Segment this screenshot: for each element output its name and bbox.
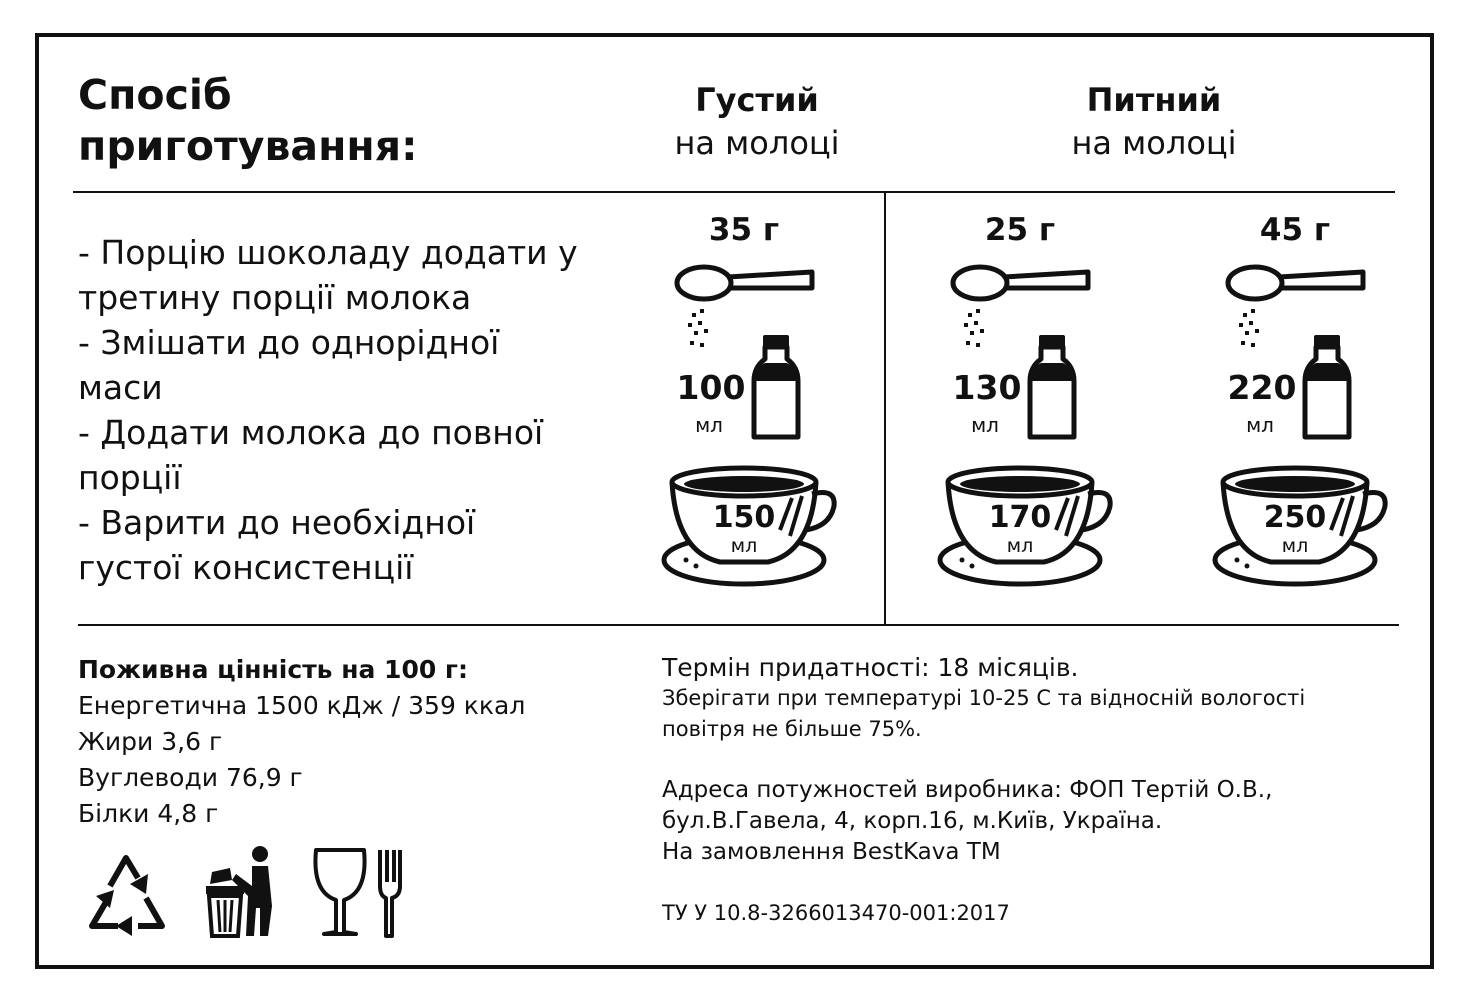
nutrition-fat: Жири 3,6 г [78, 727, 223, 756]
trash-bin-icon [202, 846, 278, 938]
column-header-drinking [1004, 80, 1304, 166]
column-header-thick-bold: Густий [695, 81, 819, 119]
grams-label: 35 г [708, 212, 780, 248]
step-line: третину порції молока [78, 278, 472, 317]
column-header-thick-normal: на молоці [674, 124, 840, 162]
nutrition-carbs: Вуглеводи 76,9 г [78, 763, 303, 792]
product-info [662, 652, 1407, 929]
step-line: - Змішати до однорідної [78, 323, 500, 362]
step-line: маси [78, 368, 163, 407]
step-line: - Варити до необхідної [78, 503, 476, 542]
milk-amount: 220 [1227, 368, 1297, 407]
cup-unit: мл [1006, 535, 1034, 557]
title-line-2: приготування: [78, 122, 418, 170]
milk-bottle-icon [1026, 333, 1078, 443]
nutrition-title: Поживна цінність на 100 г: [78, 655, 468, 684]
grams-label: 25 г [984, 212, 1056, 248]
milk-bottle-icon [1301, 333, 1353, 443]
cup-amount: 150 [712, 500, 776, 535]
recycle-icon [80, 846, 176, 938]
milk-bottle-icon [750, 333, 802, 443]
page-title [78, 70, 417, 172]
milk-unit: мл [971, 413, 999, 437]
nutrition-protein: Білки 4,8 г [78, 799, 219, 828]
nutrition-facts [78, 652, 525, 832]
step-line: - Порцію шоколаду додати у [78, 233, 578, 272]
milk-amount: 130 [952, 368, 1022, 407]
cup-unit: мл [1281, 535, 1309, 557]
cup-amount: 170 [988, 500, 1052, 535]
column-divider [884, 192, 886, 624]
address-line-2: бул.В.Гавела, 4, корп.16, м.Київ, Україна. [662, 808, 1163, 834]
title-line-1: Спосіб [78, 71, 232, 119]
standard-code: ТУ У 10.8-3266013470-001:2017 [662, 901, 1010, 925]
step-line: порції [78, 458, 182, 497]
step-line: густої консистенції [78, 548, 414, 587]
grams-label: 45 г [1259, 212, 1331, 248]
address-line-1: Адреса потужностей виробника: ФОП Тертій О.В., [662, 777, 1273, 803]
cup-amount: 250 [1263, 500, 1327, 535]
milk-amount: 100 [676, 368, 746, 407]
cup-unit: мл [730, 535, 758, 557]
column-header-thick [607, 80, 907, 166]
nutrition-energy: Енергетична 1500 кДж / 359 ккал [78, 691, 526, 720]
storage-line-2: повітря не більше 75%. [662, 717, 922, 741]
column-header-drinking-normal: на молоці [1071, 124, 1237, 162]
address-line-3: На замовлення BestKava ТМ [662, 839, 1001, 865]
section-divider [78, 624, 1399, 626]
milk-unit: мл [695, 413, 723, 437]
milk-unit: мл [1246, 413, 1274, 437]
header-divider [73, 191, 1395, 193]
food-safe-icon [310, 846, 406, 940]
preparation-steps [78, 230, 638, 590]
column-header-drinking-bold: Питний [1086, 81, 1222, 119]
storage-line-1: Зберігати при температурі 10-25 С та відносній вологості [662, 686, 1306, 710]
step-line: - Додати молока до повної [78, 413, 544, 452]
shelf-life: Термін придатності: 18 місяців. [662, 653, 1079, 682]
